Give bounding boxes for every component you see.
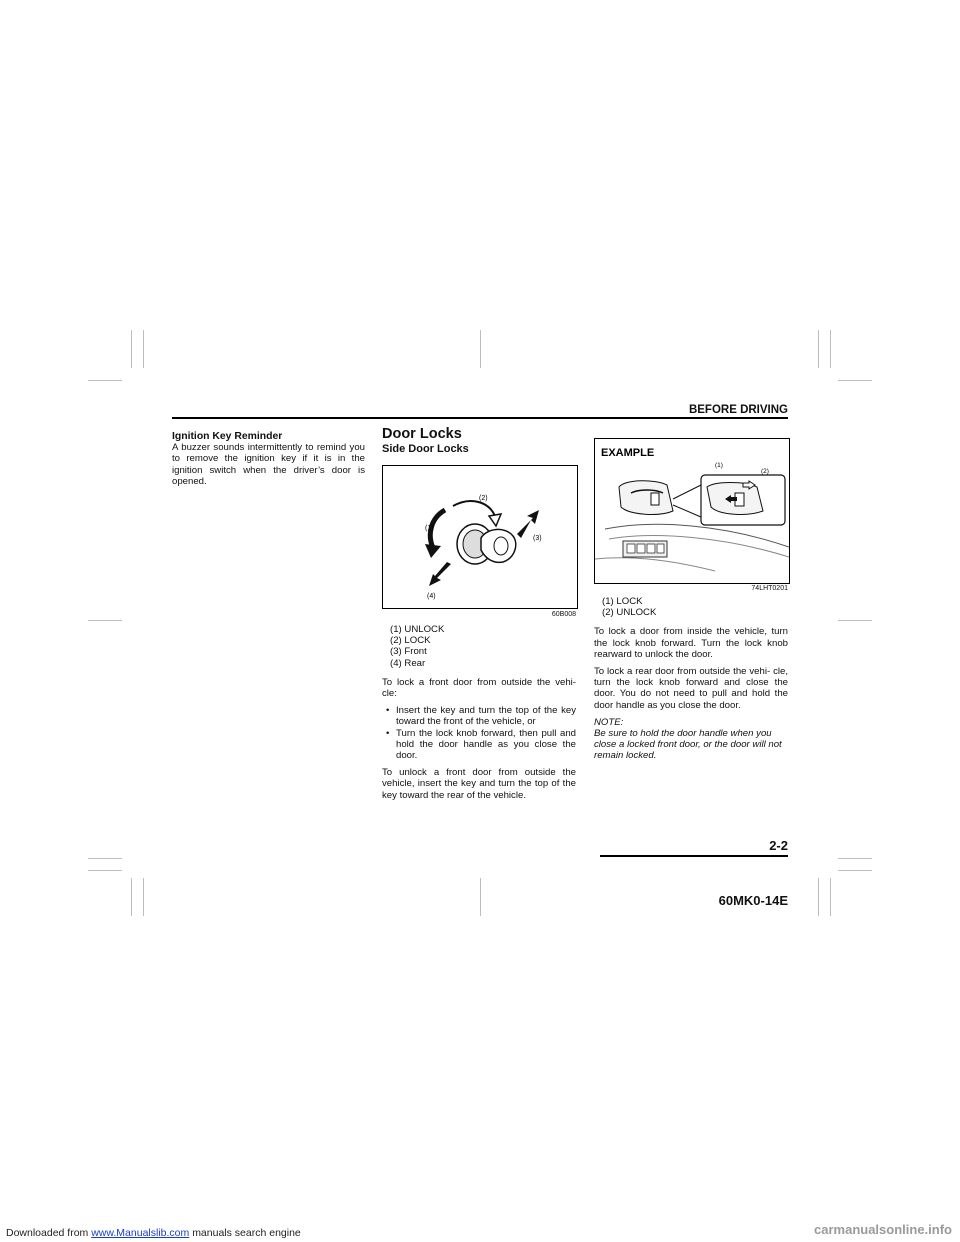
note-text: Be sure to hold the door handle when you close a locked front door, or the door will not remain locked. <box>594 728 782 762</box>
crop-mark <box>830 330 831 368</box>
note-label: NOTE: <box>594 716 624 728</box>
caption-lock: (2) LOCK <box>390 635 431 647</box>
crop-mark <box>143 330 144 368</box>
column-2 <box>382 426 576 457</box>
column-3 <box>594 596 788 768</box>
key-figure-captions <box>390 624 576 669</box>
caption-front: (3) Front <box>390 646 427 658</box>
crop-mark <box>480 330 481 368</box>
example-label: EXAMPLE <box>601 447 655 459</box>
crop-mark <box>838 620 872 621</box>
side-door-locks-subtitle: Side Door Locks <box>382 443 469 456</box>
document-code: 60MK0-14E <box>718 893 788 908</box>
header-rule <box>172 417 788 419</box>
door-locks-title: Door Locks <box>382 426 462 442</box>
crop-mark <box>818 878 819 916</box>
crop-mark <box>830 878 831 916</box>
watermark: carmanualsonline.info <box>814 1222 952 1237</box>
list-item: • Insert the key and turn the top of the key toward the front of the vehicle, or <box>396 705 576 727</box>
label-2: (2) <box>479 495 488 502</box>
download-suffix: manuals search engine <box>192 1227 301 1239</box>
crop-mark <box>480 878 481 916</box>
figure-code-60B008: 60B008 <box>551 611 576 618</box>
caption-unlock: (2) UNLOCK <box>602 607 657 619</box>
door-figure-captions <box>602 596 788 618</box>
key-rotation-illustration <box>383 466 577 608</box>
crop-mark <box>838 380 872 381</box>
column-1 <box>172 431 365 493</box>
ignition-key-reminder-body: A buzzer sounds intermittently to remind you to remove the ignition key if it is in the ignition switch when the driver’s door is opened. <box>172 442 365 487</box>
page-number: 2-2 <box>769 838 788 853</box>
label-1: (1) <box>425 525 434 532</box>
crop-mark <box>838 870 872 871</box>
crop-mark <box>88 870 122 871</box>
figure-code-74LHT0201: 74LHT0201 <box>751 585 788 592</box>
crop-mark <box>88 858 122 859</box>
download-banner <box>6 1227 301 1239</box>
page-number-rule <box>600 855 788 857</box>
ignition-key-reminder-heading: Ignition Key Reminder <box>172 431 283 442</box>
list-item: • Turn the lock knob forward, then pull and hold the door handle as you close the door. <box>396 728 576 762</box>
manualslib-link[interactable]: www.Manualslib.com <box>91 1227 190 1239</box>
caption-lock: (1) LOCK <box>602 596 643 607</box>
key-lock-figure <box>382 465 578 609</box>
crop-mark <box>818 330 819 368</box>
column-2-body <box>382 624 576 807</box>
lock-methods-list <box>382 705 576 761</box>
unlock-outside-text: To unlock a front door from outside the vehicle, insert the key and turn the top of the key toward the rear of the vehicle. <box>382 767 576 801</box>
lock-outside-intro: To lock a front door from outside the vehi- cle: <box>382 676 576 700</box>
label-3: (3) <box>533 535 542 542</box>
rear-door-lock-text: To lock a rear door from outside the vehi- cle, turn the lock knob forward and close the door. You do not need to pull and hold the door handle as you close the door. <box>594 666 788 711</box>
crop-mark <box>131 878 132 916</box>
door-interior-illustration <box>595 439 789 583</box>
crop-mark <box>838 858 872 859</box>
caption-unlock: (1) UNLOCK <box>390 624 445 635</box>
caption-rear: (4) Rear <box>390 657 426 669</box>
section-header: BEFORE DRIVING <box>688 404 788 416</box>
crop-mark <box>143 878 144 916</box>
download-prefix: Downloaded from <box>6 1227 89 1239</box>
label-4: (4) <box>427 593 436 600</box>
crop-mark <box>131 330 132 368</box>
lock-inside-text: To lock a door from inside the vehicle, turn the lock knob forward. Turn the lock knob rearward to unlock the door. <box>594 626 788 660</box>
crop-mark <box>88 620 122 621</box>
label-1: (1) <box>715 462 723 469</box>
door-lock-knob-figure <box>594 438 790 584</box>
crop-mark <box>88 380 122 381</box>
label-2: (2) <box>761 468 769 475</box>
